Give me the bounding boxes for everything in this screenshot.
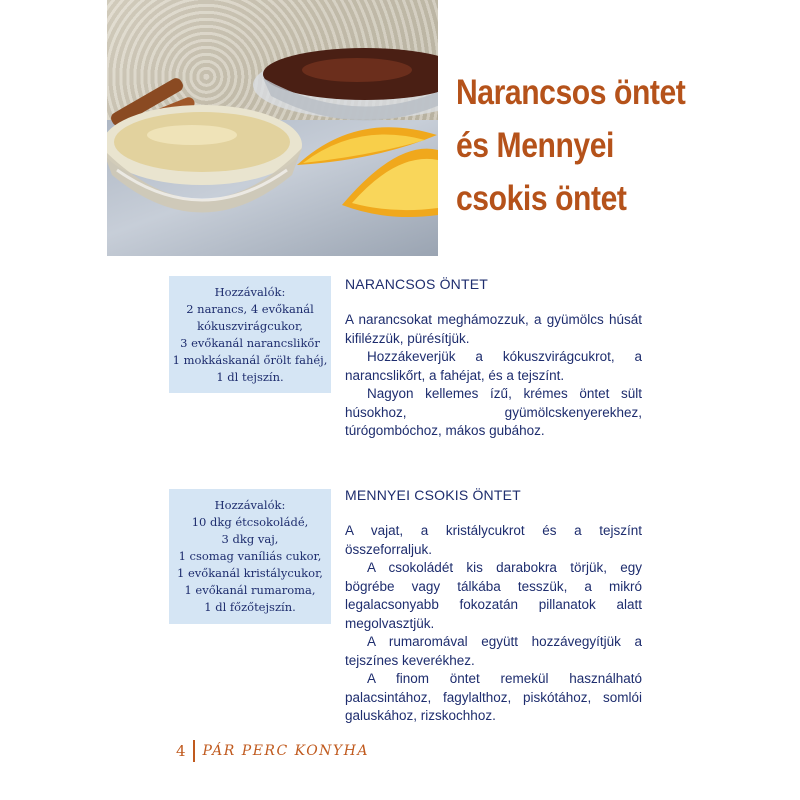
recipe-orange (345, 275, 642, 441)
recipe-photo (107, 0, 438, 256)
recipe-heading: MENNYEI CSOKIS ÖNTET (345, 487, 521, 503)
ingredients-box-orange (169, 276, 331, 393)
ingredient-line: 1 csomag vaníliás cukor, (178, 549, 322, 563)
orange-slices (297, 127, 438, 217)
custard-bowl (107, 105, 302, 213)
ingredient-line: 1 dl tejszín. (216, 370, 284, 384)
ingredient-line: 1 mokkáskanál őrölt fahéj, (172, 353, 328, 367)
ingredient-line: 3 evőkanál narancslikőr (180, 336, 320, 350)
page-number: 4 (176, 742, 186, 760)
ingredient-line: 2 narancs, 4 evőkanál (186, 302, 314, 316)
recipe-paragraph: A rumaromával együtt hozzávegyítjük a tejszínes keverékhez. (345, 634, 642, 668)
recipe-paragraph: Nagyon kellemes ízű, krémes öntet sült húsokhoz, gyümölcskenyerekhez, túrógombóchoz, mákos gubához. (345, 386, 642, 438)
food-illustration (107, 0, 438, 256)
recipe-chocolate (345, 486, 642, 726)
ingredient-line: 3 dkg vaj, (221, 532, 279, 546)
ingredients-heading: Hozzávalók: (214, 285, 286, 299)
recipe-paragraph: A csokoládét kis darabokra törjük, egy bögrébe vagy tálkába tesszük, a mikró legalacsonyabb fokozatán pillanatok alatt megolvasztjük. (345, 560, 642, 631)
ingredient-line: 1 dl főzőtejszín. (204, 600, 296, 614)
page-title (456, 66, 740, 225)
title-line-2: és Mennyei (456, 126, 614, 165)
recipe-paragraph: A vajat, a kristálycukrot és a tejszínt összeforraljuk. (345, 523, 642, 557)
recipe-paragraph: Hozzákeverjük a kókuszvirágcukrot, a narancslikőrt, a fahéjat, és a tejszínt. (345, 349, 642, 383)
recipe-heading: NARANCSOS ÖNTET (345, 276, 489, 292)
book-name: PÁR PERC KONYHA (202, 743, 369, 759)
ingredients-heading: Hozzávalók: (214, 498, 286, 512)
ingredient-line: 10 dkg étcsokoládé, (191, 515, 309, 529)
ingredients-box-chocolate (169, 489, 331, 624)
recipe-paragraph: A finom öntet remekül használható palacsintához, fagylalthoz, piskótához, somlói galuskához, rizskochhoz. (345, 671, 642, 723)
recipe-paragraph: A narancsokat meghámozzuk, a gyümölcs húsát kifilézzük, pürésítjük. (345, 312, 642, 346)
title-line-1: Narancsos öntet (456, 73, 686, 112)
ingredient-line: 1 evőkanál rumaroma, (184, 583, 316, 597)
footer-divider (193, 740, 195, 762)
page-footer (176, 740, 369, 762)
ingredient-line: 1 evőkanál kristálycukor, (177, 566, 323, 580)
ingredient-line: kókuszvirágcukor, (197, 319, 303, 333)
chocolate-bowl (253, 48, 438, 121)
title-line-3: csokis öntet (456, 179, 627, 218)
